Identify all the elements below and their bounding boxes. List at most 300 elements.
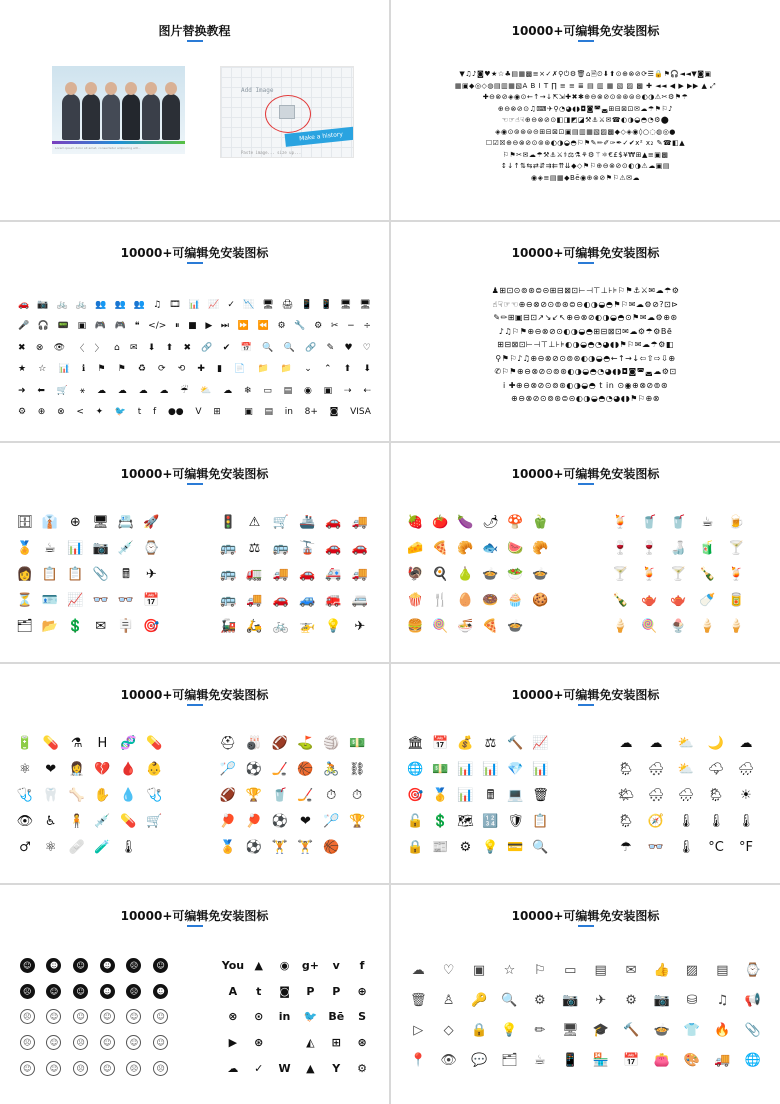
icon: 🚚 <box>272 566 289 582</box>
emoji-face-icon: ☺ <box>153 958 168 973</box>
icon: ▣ <box>472 962 486 978</box>
icon: 🩸 <box>120 761 137 777</box>
icon: 8+ <box>304 407 318 418</box>
icon: 🚚 <box>246 592 263 608</box>
icon: 🍆 <box>457 514 474 530</box>
icon: 📁 <box>257 364 269 375</box>
icon: 🍹 <box>641 566 658 582</box>
icon: 🚚 <box>351 514 368 530</box>
title-underline <box>578 925 594 927</box>
slide-title: 图片替换教程 <box>158 24 231 38</box>
icon-grid-sports <box>215 730 370 860</box>
emoji-face-outline-icon: ☺ <box>153 1035 168 1050</box>
icon: 🚚 <box>714 1052 731 1068</box>
icon: 📅 <box>432 735 449 751</box>
icon: 🌶 <box>482 514 499 530</box>
icon: 🍾 <box>612 592 629 608</box>
icon: 🌧 <box>737 761 755 777</box>
icon: 🔢 <box>482 813 499 829</box>
icon: 🍲 <box>507 618 524 634</box>
icon: ✋ <box>94 787 111 803</box>
icon: 💉 <box>117 540 135 556</box>
icon: 📋 <box>67 566 84 582</box>
icon: ✉ <box>129 342 138 353</box>
icon: ❄ <box>243 385 252 396</box>
emoji-face-icon: ☹ <box>20 984 35 999</box>
icon: °C <box>708 839 724 855</box>
icon: ▷ <box>413 1022 424 1038</box>
icon: 🛒 <box>272 514 289 530</box>
slide-10[interactable] <box>391 885 780 1104</box>
slide-title: 10000+可编辑免安装图标 <box>511 688 660 702</box>
icon: 👩 <box>16 566 33 582</box>
emoji-face-outline-icon: ☺ <box>153 1009 168 1024</box>
icon: ⇢ <box>343 385 352 396</box>
icon: 🐦 <box>114 407 127 418</box>
icon: ▤ <box>264 407 273 418</box>
icon: 🫑 <box>532 514 549 530</box>
icon: 🏐 <box>323 735 340 751</box>
icon: 🍾 <box>699 566 716 582</box>
icon: 🚗 <box>18 299 30 310</box>
icon: 🏓 <box>245 813 262 829</box>
icon: 📊 <box>457 787 474 803</box>
icon: 📅 <box>623 1052 640 1068</box>
icon-grid-drinks <box>606 509 751 639</box>
icon: 💡 <box>482 839 499 855</box>
icon: 👍 <box>653 962 670 978</box>
emoji-face-outline-icon: ☺ <box>100 1061 115 1076</box>
icon: ◙ <box>279 984 290 998</box>
emoji-face-outline-icon: ☹ <box>73 1061 88 1076</box>
icon: 🍦 <box>612 618 629 634</box>
icon: ☔ <box>180 385 189 396</box>
icon: 🍴 <box>432 592 449 608</box>
icon: 🩹 <box>68 839 85 855</box>
emoji-face-outline-icon: ☹ <box>153 1061 168 1076</box>
icon: ⚑ <box>117 364 126 375</box>
icon: 🌐 <box>744 1052 761 1068</box>
icon-grid-transport <box>215 509 373 639</box>
icon: ☁ <box>138 385 148 396</box>
icon: ▣ <box>323 385 333 396</box>
icon: 🎧 <box>37 321 50 332</box>
icon: ⚽ <box>271 813 288 829</box>
icon: 👓 <box>92 592 109 608</box>
icon-row: ▦▣◆◎◇◍▤▥▦▧A B I T ∏ ≡ ≡ ≣ ▤ ▥ ▦ ▧ ▨ ▩ ✚ ◄◄ ◀ ▶ ▶▶ ▲ ⤢ <box>454 81 717 90</box>
icon: 📅 <box>240 342 252 353</box>
icon: 🎨 <box>683 1052 701 1068</box>
icon: ☂ <box>620 839 632 855</box>
icon: ⚙ <box>459 839 472 855</box>
icon-row: ☝☟☞☜⊕⊖⊗⊘⊙⊚⊛⊜⊝◐◑◒◓⚑⚐✉☁⚙⊘?⊡⊳ <box>492 299 679 309</box>
slide-title: 10000+可编辑免安装图标 <box>511 909 660 923</box>
icon: 🛵 <box>246 618 263 634</box>
icon: 💡 <box>325 618 342 634</box>
icon-row: i ✚⊕⊖⊗⊘⊙⊚⊛◐◑◒◓ t in ⊙◉⊕⊗⊘⊚⊛ <box>502 380 669 390</box>
icon: 🚀 <box>143 514 160 530</box>
slide-8[interactable] <box>391 664 780 883</box>
icon: 🍸 <box>612 566 629 582</box>
icon: 🏓 <box>219 813 236 829</box>
icon: 👁 <box>16 813 34 829</box>
icon: 🍉 <box>507 540 524 556</box>
icon: ⚽ <box>245 761 262 777</box>
icon-row: ⊕⊖⊗⊘⊙⊚⊛⊜⊝◐◑◒◓◔◕◖◗⚑⚐⊕⊗ <box>511 394 660 403</box>
icon: 📎 <box>92 566 109 582</box>
icon: ♫ <box>716 992 729 1008</box>
icon: 📊 <box>188 299 200 310</box>
icon: 📢 <box>744 992 761 1008</box>
icon: ☆ <box>503 962 516 978</box>
icon: You <box>221 959 245 973</box>
slide-title: 10000+可编辑免安装图标 <box>511 467 660 481</box>
icon: v <box>332 959 340 973</box>
icon: ✓ <box>254 1061 264 1075</box>
icon: ⏱ <box>352 787 363 803</box>
icon-row: ↕↓↑⇅⇆⇄⇵⇉⇇⇈⇊◆◇⚑⚐⊕⊖⊗⊘⊙◐◑⚠☁▣▤ <box>501 162 670 170</box>
icon: 🫖 <box>641 592 658 608</box>
icon: 🏋 <box>271 839 288 855</box>
icon: ♡ <box>442 962 455 978</box>
slide-5[interactable] <box>0 443 389 662</box>
icon: 🪪 <box>41 592 59 608</box>
icon: in <box>284 407 293 418</box>
icon: 🧭 <box>647 813 665 829</box>
icon: 🫖 <box>670 592 687 608</box>
icon: 🍕 <box>432 540 449 556</box>
icon: 🚦 <box>220 514 237 530</box>
icon: 🏈 <box>219 787 236 803</box>
icon: 📎 <box>744 1022 761 1038</box>
emoji-face-outline-icon: ☺ <box>46 1061 61 1076</box>
icon: 🛒 <box>56 385 68 396</box>
icon: ☁ <box>96 385 106 396</box>
icon: ☁ <box>619 735 633 751</box>
icon: ⊛ <box>254 1036 264 1050</box>
emoji-face-icon: ☹ <box>126 958 141 973</box>
icon: ⚛ <box>19 761 31 777</box>
icon: 🍩 <box>482 592 499 608</box>
icon: 🎯 <box>143 618 160 634</box>
icon: 💡 <box>501 1022 518 1038</box>
icon-row: ⊕⊖⊗⊘⊙♫⌨✈⚲◔◕◖◗◘◙◚◛⊞⊟⊠⊡✉☁☂⚑⚐♪ <box>497 104 674 113</box>
icon: 📷 <box>562 992 579 1008</box>
person-figure <box>82 94 100 140</box>
slide-title: 10000+可编辑免安装图标 <box>120 246 269 260</box>
icon: ⊗ <box>35 342 44 353</box>
icon: 🍷 <box>641 540 658 556</box>
icon: 🌡 <box>737 813 755 829</box>
icon: 🌦 <box>617 761 635 777</box>
add-image-label: Add Image <box>241 87 274 94</box>
icon: 🍜 <box>457 618 474 634</box>
icon: ☁ <box>223 385 233 396</box>
icon: 🔧 <box>294 321 306 332</box>
icon: ⛳ <box>297 735 314 751</box>
icon: ▤ <box>716 962 729 978</box>
icon: 📋 <box>41 566 59 582</box>
icon: ■ <box>188 321 197 332</box>
team-photo[interactable] <box>52 66 185 154</box>
icon-grid <box>403 69 768 204</box>
icon: 🧬 <box>120 735 137 751</box>
icon: 🚌 <box>220 540 237 556</box>
icon: 🏋 <box>297 839 314 855</box>
icon: ⛓ <box>348 761 366 777</box>
icon: 🏀 <box>297 761 314 777</box>
icon: 🌨 <box>647 761 665 777</box>
icon: 🥐 <box>457 540 474 556</box>
emoji-face-outline-icon: ☺ <box>46 1009 61 1024</box>
icon-grid-social <box>220 953 375 1081</box>
icon-grid-line <box>403 955 768 1075</box>
slide-title: 10000+可编辑免安装图标 <box>511 246 660 260</box>
icon: 📊 <box>67 540 84 556</box>
icon: 🏅 <box>219 839 236 855</box>
icon: 🚒 <box>325 592 342 608</box>
icon: 🔗 <box>305 342 317 353</box>
icon: ✓ <box>227 299 235 310</box>
icon: ⊕ <box>357 984 367 998</box>
icon: 🦷 <box>42 787 59 803</box>
icon: 📊 <box>482 761 499 777</box>
icon: ☕ <box>534 1052 546 1068</box>
icon: ✦ <box>95 407 104 418</box>
icon: 🗂 <box>501 1052 518 1068</box>
icon: 🚛 <box>246 566 263 582</box>
icon: 🍶 <box>670 540 687 556</box>
icon: ⬇ <box>147 342 156 353</box>
emoji-face-icon: ☻ <box>46 958 61 973</box>
icon: ♿ <box>44 813 57 829</box>
icon: ☁ <box>411 962 425 978</box>
icon: ⚖ <box>484 735 497 751</box>
icon-grid-weather <box>611 730 761 860</box>
icon: 📈 <box>208 299 220 310</box>
emoji-face-outline-icon: ☹ <box>73 1035 88 1050</box>
icon: 🥚 <box>457 592 474 608</box>
slide-2[interactable] <box>391 0 780 220</box>
icon: 🍅 <box>432 514 449 530</box>
icon: 🚲 <box>75 299 88 310</box>
icon-grid-finance <box>403 730 553 860</box>
icon-row <box>18 337 371 359</box>
icon-row: ✆⚐⚑⊕⊖⊗⊘⊙⊚⊛◐◑◒◓◔◕◖◗◘◙◚◛☁⚙⊡ <box>494 367 677 376</box>
icon: ➜ <box>18 385 26 396</box>
icon: ☁ <box>739 735 753 751</box>
icon: ✎ <box>326 342 335 353</box>
icon: ▭ <box>564 962 577 978</box>
icon: ⚖ <box>248 540 261 556</box>
icon: 📋 <box>532 813 549 829</box>
icon: 🏸 <box>219 761 236 777</box>
icon: 💵 <box>348 735 366 751</box>
icon: </> <box>148 321 167 332</box>
icon: ✖ <box>18 342 26 353</box>
icon: ▲ <box>306 1061 315 1075</box>
icon: 💊 <box>120 813 137 829</box>
icon: 🧃 <box>699 540 716 556</box>
icon: 👁 <box>440 1052 457 1068</box>
person-figure <box>62 94 80 140</box>
icon: ⚗ <box>70 735 83 751</box>
icon: ●● <box>167 407 184 418</box>
icon: 🧍 <box>68 813 85 829</box>
icon: 💧 <box>120 787 137 803</box>
icon: f <box>359 959 365 973</box>
icon: 🏛 <box>407 735 424 751</box>
icon: 🌡 <box>677 813 695 829</box>
icon: 🍲 <box>653 1022 670 1038</box>
icon: ☕ <box>701 514 714 530</box>
icon: ⬅ <box>37 385 45 396</box>
icon: 📟 <box>57 321 69 332</box>
icon: 👛 <box>653 1052 670 1068</box>
icon: 📈 <box>67 592 84 608</box>
icon: ⚙ <box>357 1061 368 1075</box>
icon: 📍 <box>410 1052 427 1068</box>
icon: 🍕 <box>482 618 499 634</box>
icon: 🍐 <box>457 566 474 582</box>
icon: ⌚ <box>143 540 160 556</box>
title-underline <box>578 704 594 706</box>
slide-9[interactable] <box>0 885 389 1104</box>
icon: ✈ <box>145 566 157 582</box>
icon: 🏪 <box>592 1052 609 1068</box>
icon: t <box>137 407 142 418</box>
slide-7[interactable] <box>0 664 389 883</box>
slide-3[interactable] <box>0 222 389 441</box>
emoji-face-outline-icon: ☺ <box>20 1061 35 1076</box>
icon-row: ⚐⚑✂✉☁☂⚒⚓⚔⚕⚖⚗⚘⚙⚚⚛€£$¥₩⊞▲≡▣▩ <box>502 150 669 159</box>
icon: 🖩 <box>486 787 495 803</box>
icon: ⛑ <box>219 735 237 751</box>
color-bar <box>52 141 185 144</box>
icon-grid-food <box>403 509 553 639</box>
icon: ✂ <box>330 321 339 332</box>
person-figure <box>142 94 160 140</box>
slide-1[interactable] <box>0 0 389 220</box>
icon: ▨ <box>685 962 699 978</box>
icon: ⏸ <box>174 321 180 332</box>
icon: ⟳ <box>158 364 166 375</box>
icon: 👓 <box>647 839 665 855</box>
icon: 🚌 <box>272 540 289 556</box>
icon-grid <box>411 284 760 419</box>
icon: 👥 <box>133 299 145 310</box>
icon: 🏅 <box>16 540 33 556</box>
icon: ⚹ <box>79 385 86 396</box>
icon: ⚛ <box>44 839 57 855</box>
icon: ⏪ <box>257 321 269 332</box>
title-underline <box>578 262 594 264</box>
icon: 🔥 <box>714 1022 731 1038</box>
icon: 🍭 <box>641 618 658 634</box>
icon: ♙ <box>442 992 455 1008</box>
icon: 🧁 <box>507 592 524 608</box>
title-underline <box>187 262 203 264</box>
icon: ◉ <box>303 385 312 396</box>
icon: VISA <box>350 407 371 418</box>
icon: ✉ <box>625 962 637 978</box>
icon: ⟲ <box>177 364 186 375</box>
icon-row <box>18 402 371 424</box>
icon-grid <box>18 294 371 424</box>
icon: 🚗 <box>325 514 342 530</box>
icon: ⬆ <box>165 342 174 353</box>
icon: ⊗ <box>57 407 65 418</box>
icon: ▣ <box>244 407 253 418</box>
icon: 🌦 <box>707 787 725 803</box>
icon: 〈 <box>75 344 85 355</box>
icon: 🚂 <box>220 618 237 634</box>
icon: 🍦 <box>728 618 745 634</box>
tutorial-screenshot[interactable] <box>220 66 354 158</box>
icon: 🍲 <box>482 566 499 582</box>
person-figure <box>102 94 120 140</box>
icon: 🌐 <box>407 761 424 777</box>
icon: 💊 <box>42 735 59 751</box>
icon-row: ☜☞☝☟⊕⊖⊗⊘⊙◧◨◩◪⚒⚓⚔✉☎◐◑◒◓◔⚙⬤ <box>501 116 670 124</box>
emoji-face-outline-icon: ☺ <box>100 1009 115 1024</box>
icon: 👕 <box>683 1022 701 1038</box>
icon: ⚠ <box>248 514 261 530</box>
icon: ☀ <box>740 787 752 803</box>
icon: ◉ <box>279 959 290 973</box>
icon: ◇ <box>443 1022 454 1038</box>
icon: ✉ <box>95 618 107 634</box>
icon: 🏒 <box>297 787 314 803</box>
slide-4[interactable] <box>391 222 780 441</box>
icon: 🍓 <box>407 514 424 530</box>
emoji-face-outline-icon: ☺ <box>100 1035 115 1050</box>
icon: 📷 <box>92 540 109 556</box>
icon: 🚗 <box>299 566 316 582</box>
icon: 🍺 <box>728 514 745 530</box>
icon: ÷ <box>363 321 371 332</box>
emoji-face-outline-icon: ☺ <box>126 1009 141 1024</box>
icon: 🔍 <box>532 839 549 855</box>
icon-row <box>18 380 371 402</box>
screenshot-footer: Paste image... size up... <box>241 150 302 155</box>
icon: ⏭ <box>220 321 230 332</box>
icon: 🚲 <box>272 618 289 634</box>
icon: ⛅ <box>200 385 212 396</box>
icon: 📷 <box>653 992 670 1008</box>
icon: 🔍 <box>501 992 518 1008</box>
icon: ❤ <box>45 761 57 777</box>
icon: 🥤 <box>641 514 658 530</box>
icon: ⌂ <box>113 342 120 353</box>
banner: Make a history <box>285 124 354 147</box>
icon: 💲 <box>432 813 449 829</box>
icon: ▣ <box>77 321 87 332</box>
icon-row: ⚲⚑⚐♪♫⊕⊖⊗⊘⊙⊚⊛◐◑◒◓←↑→↓⇦⇧⇨⇩⊕ <box>495 353 676 363</box>
icon: 🎓 <box>592 1022 609 1038</box>
icon: ★ <box>18 364 27 375</box>
slide-6[interactable] <box>391 443 780 662</box>
icon: 🍔 <box>407 618 424 634</box>
icon: 🏆 <box>348 813 366 829</box>
icon: 📰 <box>432 839 449 855</box>
icon: 🚌 <box>220 592 237 608</box>
icon: 🏈 <box>271 735 288 751</box>
icon: ♡ <box>362 342 371 353</box>
icon: ⚙ <box>314 321 323 332</box>
icon: 👥 <box>114 299 126 310</box>
icon: ⌄ <box>304 364 312 375</box>
